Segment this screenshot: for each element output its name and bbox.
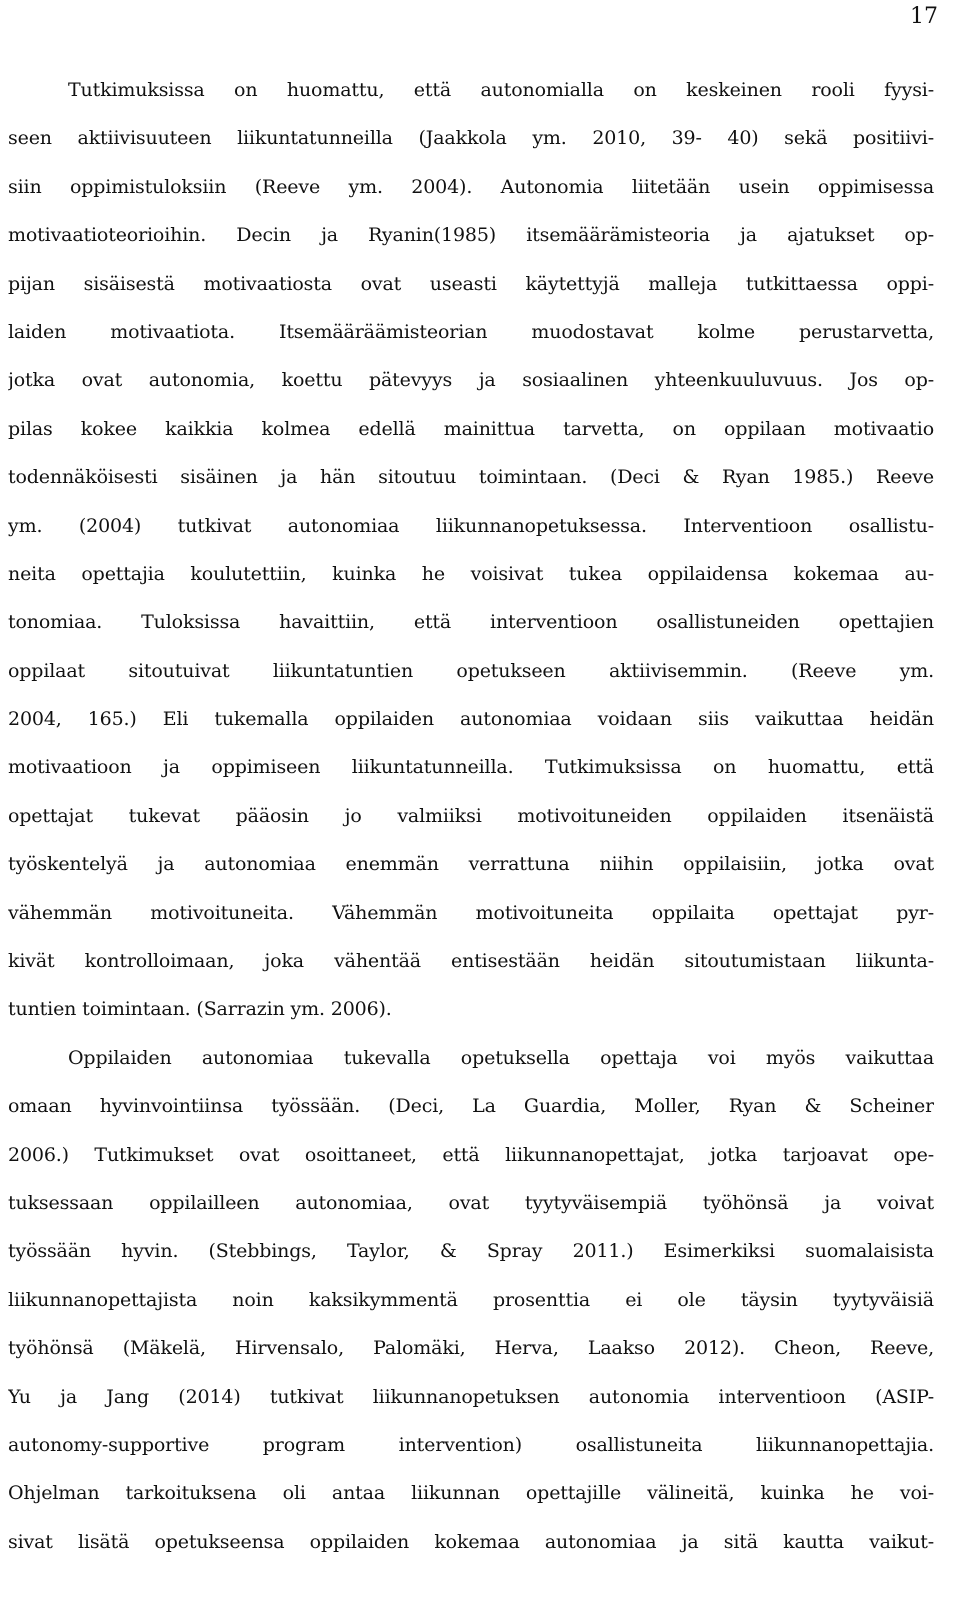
text-line: työssään hyvin. (Stebbings, Taylor, & Spray 2011.) Esimerkiksi suomalaisista [8,1240,934,1263]
text-line: jotka ovat autonomia, koettu pätevyys ja sosiaalinen yhteenkuuluvuus. Jos op- [8,369,934,392]
text-line: tonomiaa. Tuloksissa havaittiin, että interventioon osallistuneiden opettajien [8,611,934,634]
text-line: Tutkimuksissa on huomattu, että autonomialla on keskeinen rooli fyysi- [68,79,934,101]
text-line: pijan sisäisestä motivaatiosta ovat useasti käytettyjä malleja tutkittaessa oppi- [8,272,934,295]
text-line: pilas kokee kaikkia kolmea edellä mainittua tarvetta, on oppilaan motivaatio [8,417,934,440]
text-line: todennäköisesti sisäinen ja hän sitoutuu toimintaan. (Deci & Ryan 1985.) Reeve [8,466,934,489]
text-line: tuntien toimintaan. (Sarrazin ym. 2006). [8,998,392,1021]
text-line: vähemmän motivoituneita. Vähemmän motivoituneita oppilaita opettajat pyr- [8,901,934,924]
text-line: seen aktiivisuuteen liikuntatunneilla (Jaakkola ym. 2010, 39- 40) sekä positiivi- [8,127,934,150]
text-line: työskentelyä ja autonomiaa enemmän verrattuna niihin oppilaisiin, jotka ovat [8,853,934,876]
document-body [8,66,934,1566]
paragraph-1 [8,66,934,1034]
text-line: neita opettajia koulutettiin, kuinka he voisivat tukea oppilaidensa kokemaa au- [8,562,934,585]
text-line: 2004, 165.) Eli tukemalla oppilaiden autonomiaa voidaan siis vaikuttaa heidän [8,708,934,731]
text-line: motivaatioteorioihin. Decin ja Ryanin(1985) itsemäärämisteoria ja ajatukset op- [8,224,934,247]
page-number: 17 [910,4,938,29]
text-line: liikunnanopettajista noin kaksikymmentä prosenttia ei ole täysin tyytyväisiä [8,1288,934,1311]
text-line: työhönsä (Mäkelä, Hirvensalo, Palomäki, Herva, Laakso 2012). Cheon, Reeve, [8,1337,934,1360]
text-line: Ohjelman tarkoituksena oli antaa liikunnan opettajille välineitä, kuinka he voi- [8,1482,934,1505]
text-line: Oppilaiden autonomiaa tukevalla opetuksella opettaja voi myös vaikuttaa [68,1046,934,1069]
text-line: omaan hyvinvointiinsa työssään. (Deci, La Guardia, Moller, Ryan & Scheiner [8,1095,934,1118]
text-line: opettajat tukevat pääosin jo valmiiksi motivoituneiden oppilaiden itsenäistä [8,804,934,827]
text-line: kivät kontrolloimaan, joka vähentää entisestään heidän sitoutumistaan liikunta- [8,950,934,973]
text-line: sivat lisätä opetukseensa oppilaiden kokemaa autonomiaa ja sitä kautta vaikut- [8,1530,934,1553]
text-line: 2006.) Tutkimukset ovat osoittaneet, että liikunnanopettajat, jotka tarjoavat ope- [8,1143,934,1166]
text-line: laiden motivaatiota. Itsemääräämisteorian muodostavat kolme perustarvetta, [8,320,934,343]
text-line: siin oppimistuloksiin (Reeve ym. 2004). Autonomia liitetään usein oppimisessa [8,175,934,198]
text-line: oppilaat sitoutuivat liikuntatuntien opetukseen aktiivisemmin. (Reeve ym. [8,659,934,682]
text-line: Yu ja Jang (2014) tutkivat liikunnanopetuksen autonomia interventioon (ASIP- [8,1385,934,1408]
text-line: autonomy-supportive program intervention) osallistuneita liikunnanopettajia. [8,1433,934,1456]
paragraph-2 [8,1034,934,1566]
text-line: ym. (2004) tutkivat autonomiaa liikunnanopetuksessa. Interventioon osallistu- [8,514,934,537]
text-line: tuksessaan oppilailleen autonomiaa, ovat tyytyväisempiä työhönsä ja voivat [8,1191,934,1214]
text-line: motivaatioon ja oppimiseen liikuntatunneilla. Tutkimuksissa on huomattu, että [8,756,934,779]
